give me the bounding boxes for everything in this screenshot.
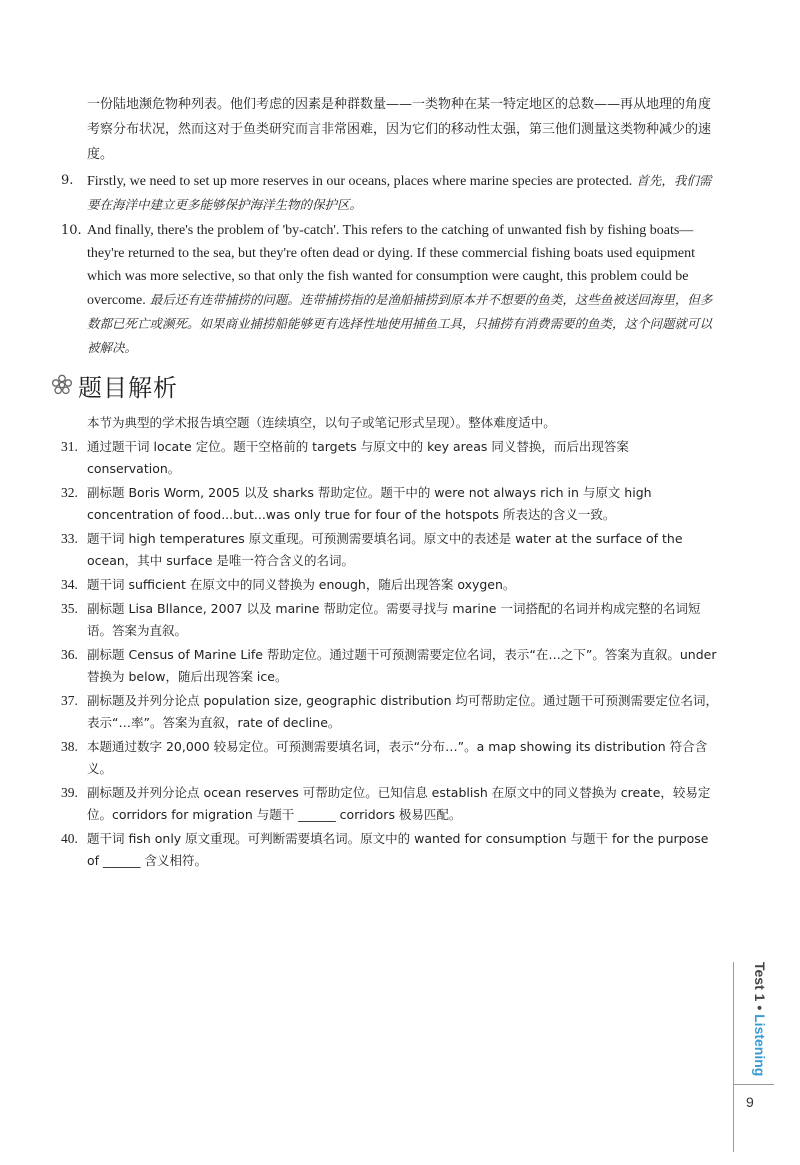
item-chinese-text: 最后还有连带捕捞的问题。连带捕捞指的是渔船捕捞到原本并不想要的鱼类，这些鱼被送回海里，但多数都已死亡或濒死。如果商业捕捞船能够更有选择性地使用捕鱼工具，只捕捞有消费需要的鱼类，这个问题就可以被解决。 [87, 292, 713, 355]
side-separator: • [752, 1005, 768, 1011]
item-number: 34. [61, 577, 78, 592]
item-number: 35. [61, 601, 78, 616]
transcript-block [61, 92, 721, 360]
analysis-item [61, 528, 721, 572]
analysis-item [61, 598, 721, 642]
item-text: 通过题干词 locate 定位。题干空格前的 targets 与原文中的 key areas 同义替换，而后出现答案 conservation。 [87, 439, 629, 476]
paragraph-continuation: 一份陆地濒危物种列表。他们考虑的因素是种群数量——一类物种在某一特定地区的总数——再从地理的角度考察分布状况，然而这对于鱼类研究而言非常困难，因为它们的移动性太强，第三他们测量这类物种减少的速度。 [87, 97, 712, 162]
item-number: 31. [61, 439, 78, 454]
item-number: 33. [61, 531, 78, 546]
item-number: 9. [61, 173, 74, 188]
item-number: 38. [61, 739, 78, 754]
analysis-item [61, 782, 721, 826]
analysis-intro: 本节为典型的学术报告填空题（连续填空，以句子或笔记形式呈现）。整体难度适中。 [87, 415, 556, 430]
analysis-item [61, 736, 721, 780]
item-number: 36. [61, 647, 78, 662]
item-number: 39. [61, 785, 78, 800]
item-number: 37. [61, 693, 78, 708]
item-english-text: And finally, there's the problem of 'by-catch'. This refers to the catching of unwanted fish by fishing boats—they're returned to the sea, but they're often dead or dying. If these commercial fishing boats used equipment which was more selective, so that only the fish wanted for consumption were caught, this problem could be overcome. [87, 223, 696, 308]
item-text: 副标题及并列分论点 population size, geographic distribution 均可帮助定位。通过题干可预测需要定位名词，表示“…率”。答案为直叙，rate of decline。 [87, 693, 719, 730]
analysis-item [61, 828, 721, 872]
item-number: 32. [61, 485, 78, 500]
side-section-label [742, 962, 768, 1082]
section-title: 题目解析 [78, 373, 178, 402]
side-tab [733, 962, 774, 1152]
item-text: 副标题 Lisa Bllance, 2007 以及 marine 帮助定位。需要寻找与 marine 一词搭配的名词并构成完整的名词短语。答案为直叙。 [87, 601, 701, 638]
analysis-block [61, 412, 721, 872]
transcript-item [61, 169, 721, 217]
item-number: 10. [61, 223, 82, 238]
analysis-item [61, 436, 721, 480]
page-divider [734, 1084, 774, 1085]
item-text: 题干词 high temperatures 原文重现。可预测需要填名词。原文中的表述是 water at the surface of the ocean，其中 surface 是唯一符合含义的名词。 [87, 531, 683, 568]
item-chinese-text: 首先，我们需要在海洋中建立更多能够保护海洋生物的保护区。 [87, 173, 712, 212]
item-text: 题干词 fish only 原文重现。可判断需要填名词。原文中的 wanted for consumption 与题干 for the purpose of ______ 含义相符。 [87, 831, 709, 868]
item-text: 副标题及并列分论点 ocean reserves 可帮助定位。已知信息 establish 在原文中的同义替换为 create，较易定位。corridors for migration 与题干 ______ corridors 极易匹配。 [87, 785, 711, 822]
side-test-label: Test 1 [752, 962, 768, 1002]
item-number: 40. [61, 831, 78, 846]
page-number: 9 [746, 1094, 754, 1110]
transcript-item [61, 219, 721, 360]
item-text: 本题通过数字 20,000 较易定位。可预测需要填名词，表示“分布…”。a map showing its distribution 符合含义。 [87, 739, 708, 776]
section-header [50, 368, 178, 402]
item-text: 副标题 Boris Worm, 2005 以及 sharks 帮助定位。题干中的 were not always rich in 与原文 high concentration of food...but...was only true for four of the hotspots 所表达的含义一致。 [87, 485, 652, 522]
flower-icon [50, 373, 74, 397]
item-text: 题干词 sufficient 在原文中的同义替换为 enough，随后出现答案 oxygen。 [87, 577, 516, 592]
analysis-item [61, 690, 721, 734]
item-english-text: Firstly, we need to set up more reserves in our oceans, places where marine species are protected. [87, 174, 633, 189]
analysis-item [61, 644, 721, 688]
side-listening-label: Listening [752, 1014, 768, 1077]
analysis-item [61, 482, 721, 526]
analysis-item [61, 574, 721, 596]
item-text: 副标题 Census of Marine Life 帮助定位。通过题干可预测需要定位名词，表示“在…之下”。答案为直叙。under 替换为 below，随后出现答案 ice。 [87, 647, 717, 684]
